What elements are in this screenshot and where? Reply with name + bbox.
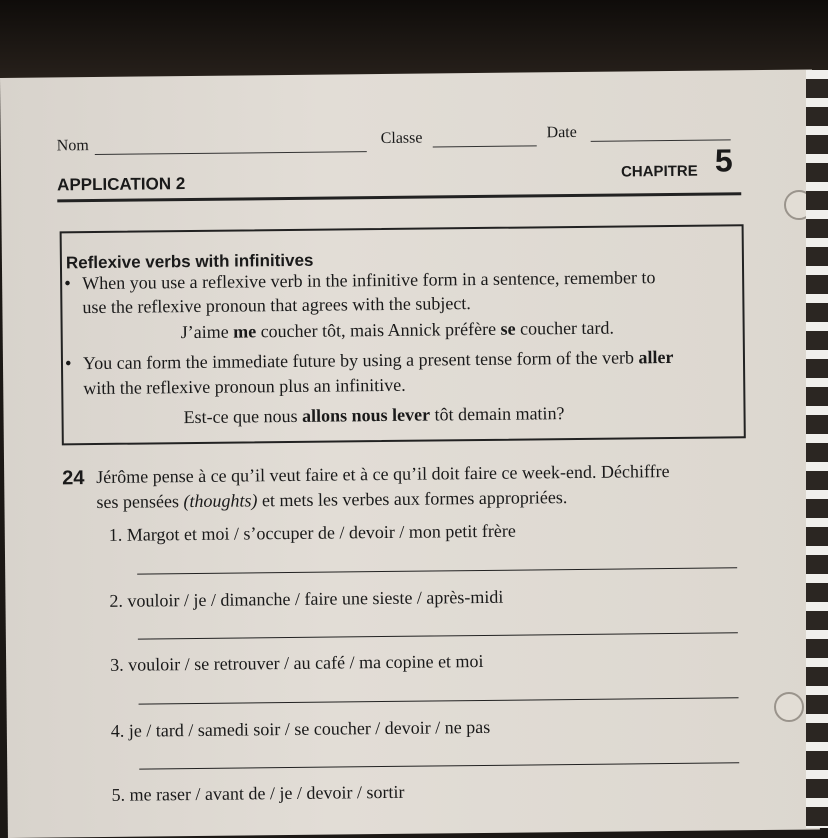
- example1-d: se: [500, 318, 516, 339]
- spiral-binding: [806, 70, 828, 828]
- example1-b: me: [233, 321, 257, 342]
- instruction-line1: Jérôme pense à ce qu’il veut faire et à ce qu’il doit faire ce week-end. Déchiffre: [96, 461, 670, 488]
- bullet-2: •: [64, 353, 72, 375]
- exercise-item-2: 2. vouloir / je / dimanche / faire une sieste / après-midi: [109, 586, 504, 611]
- bullet1-line2: use the reflexive pronoun that agrees with the subject.: [82, 293, 471, 318]
- chapitre-number: 5: [714, 142, 733, 179]
- grammar-box: [60, 224, 746, 445]
- exercise-number: 24: [62, 467, 85, 490]
- answer-line-3[interactable]: [139, 697, 739, 704]
- example1-a: J’aime: [180, 321, 234, 343]
- example-1: [181, 318, 615, 344]
- bullet1-line1: When you use a reflexive verb in the infinitive form in a sentence, remember to: [82, 267, 656, 294]
- example2-b: allons nous lever: [301, 404, 431, 426]
- date-label: Date: [546, 123, 577, 142]
- date-field[interactable]: [591, 139, 731, 141]
- example2-a: Est-ce que nous: [183, 405, 303, 428]
- example1-e: coucher tard.: [515, 317, 615, 339]
- exercise-item-4: 4. je / tard / samedi soir / se coucher / devoir / ne pas: [110, 716, 491, 741]
- nom-label: Nom: [56, 137, 89, 155]
- exercise-item-5: 5. me raser / avant de / je / devoir / sortir: [111, 781, 405, 805]
- bullet2-line1: [83, 347, 674, 374]
- bullet2-line2: with the reflexive pronoun plus an infinitive.: [83, 374, 406, 399]
- grammar-box-title: Reflexive verbs with infinitives: [65, 250, 314, 273]
- example-2: [183, 403, 564, 428]
- example2-c: tôt demain matin?: [429, 403, 565, 425]
- instruction-line2-b: (thoughts): [183, 490, 258, 512]
- exercise-item-3: 3. vouloir / se retrouver / au café / ma copine et moi: [110, 650, 484, 675]
- instruction-line2-a: ses pensées: [96, 491, 184, 513]
- binder-hole-bottom: [774, 692, 804, 722]
- worksheet-page: [0, 69, 820, 837]
- chapitre-label: CHAPITRE: [620, 162, 698, 181]
- classe-field[interactable]: [433, 145, 537, 147]
- application-title: APPLICATION 2: [57, 174, 186, 195]
- bullet2-line1-b: aller: [638, 346, 674, 368]
- answer-line-2[interactable]: [138, 632, 738, 639]
- exercise-item-1: 1. Margot et moi / s’occuper de / devoir / mon petit frère: [108, 520, 516, 545]
- example1-c: coucher tôt, mais Annick préfère: [256, 318, 501, 342]
- answer-line-1[interactable]: [137, 567, 737, 574]
- instruction-line2: [96, 487, 567, 513]
- answer-line-4[interactable]: [139, 762, 739, 769]
- bullet2-line1-a: You can form the immediate future by using a present tense form of the verb: [82, 347, 639, 374]
- bullet-1: •: [64, 273, 71, 295]
- nom-field[interactable]: [95, 151, 367, 155]
- instruction-line2-c: et mets les verbes aux formes appropriées.: [257, 487, 568, 511]
- classe-label: Classe: [380, 129, 423, 148]
